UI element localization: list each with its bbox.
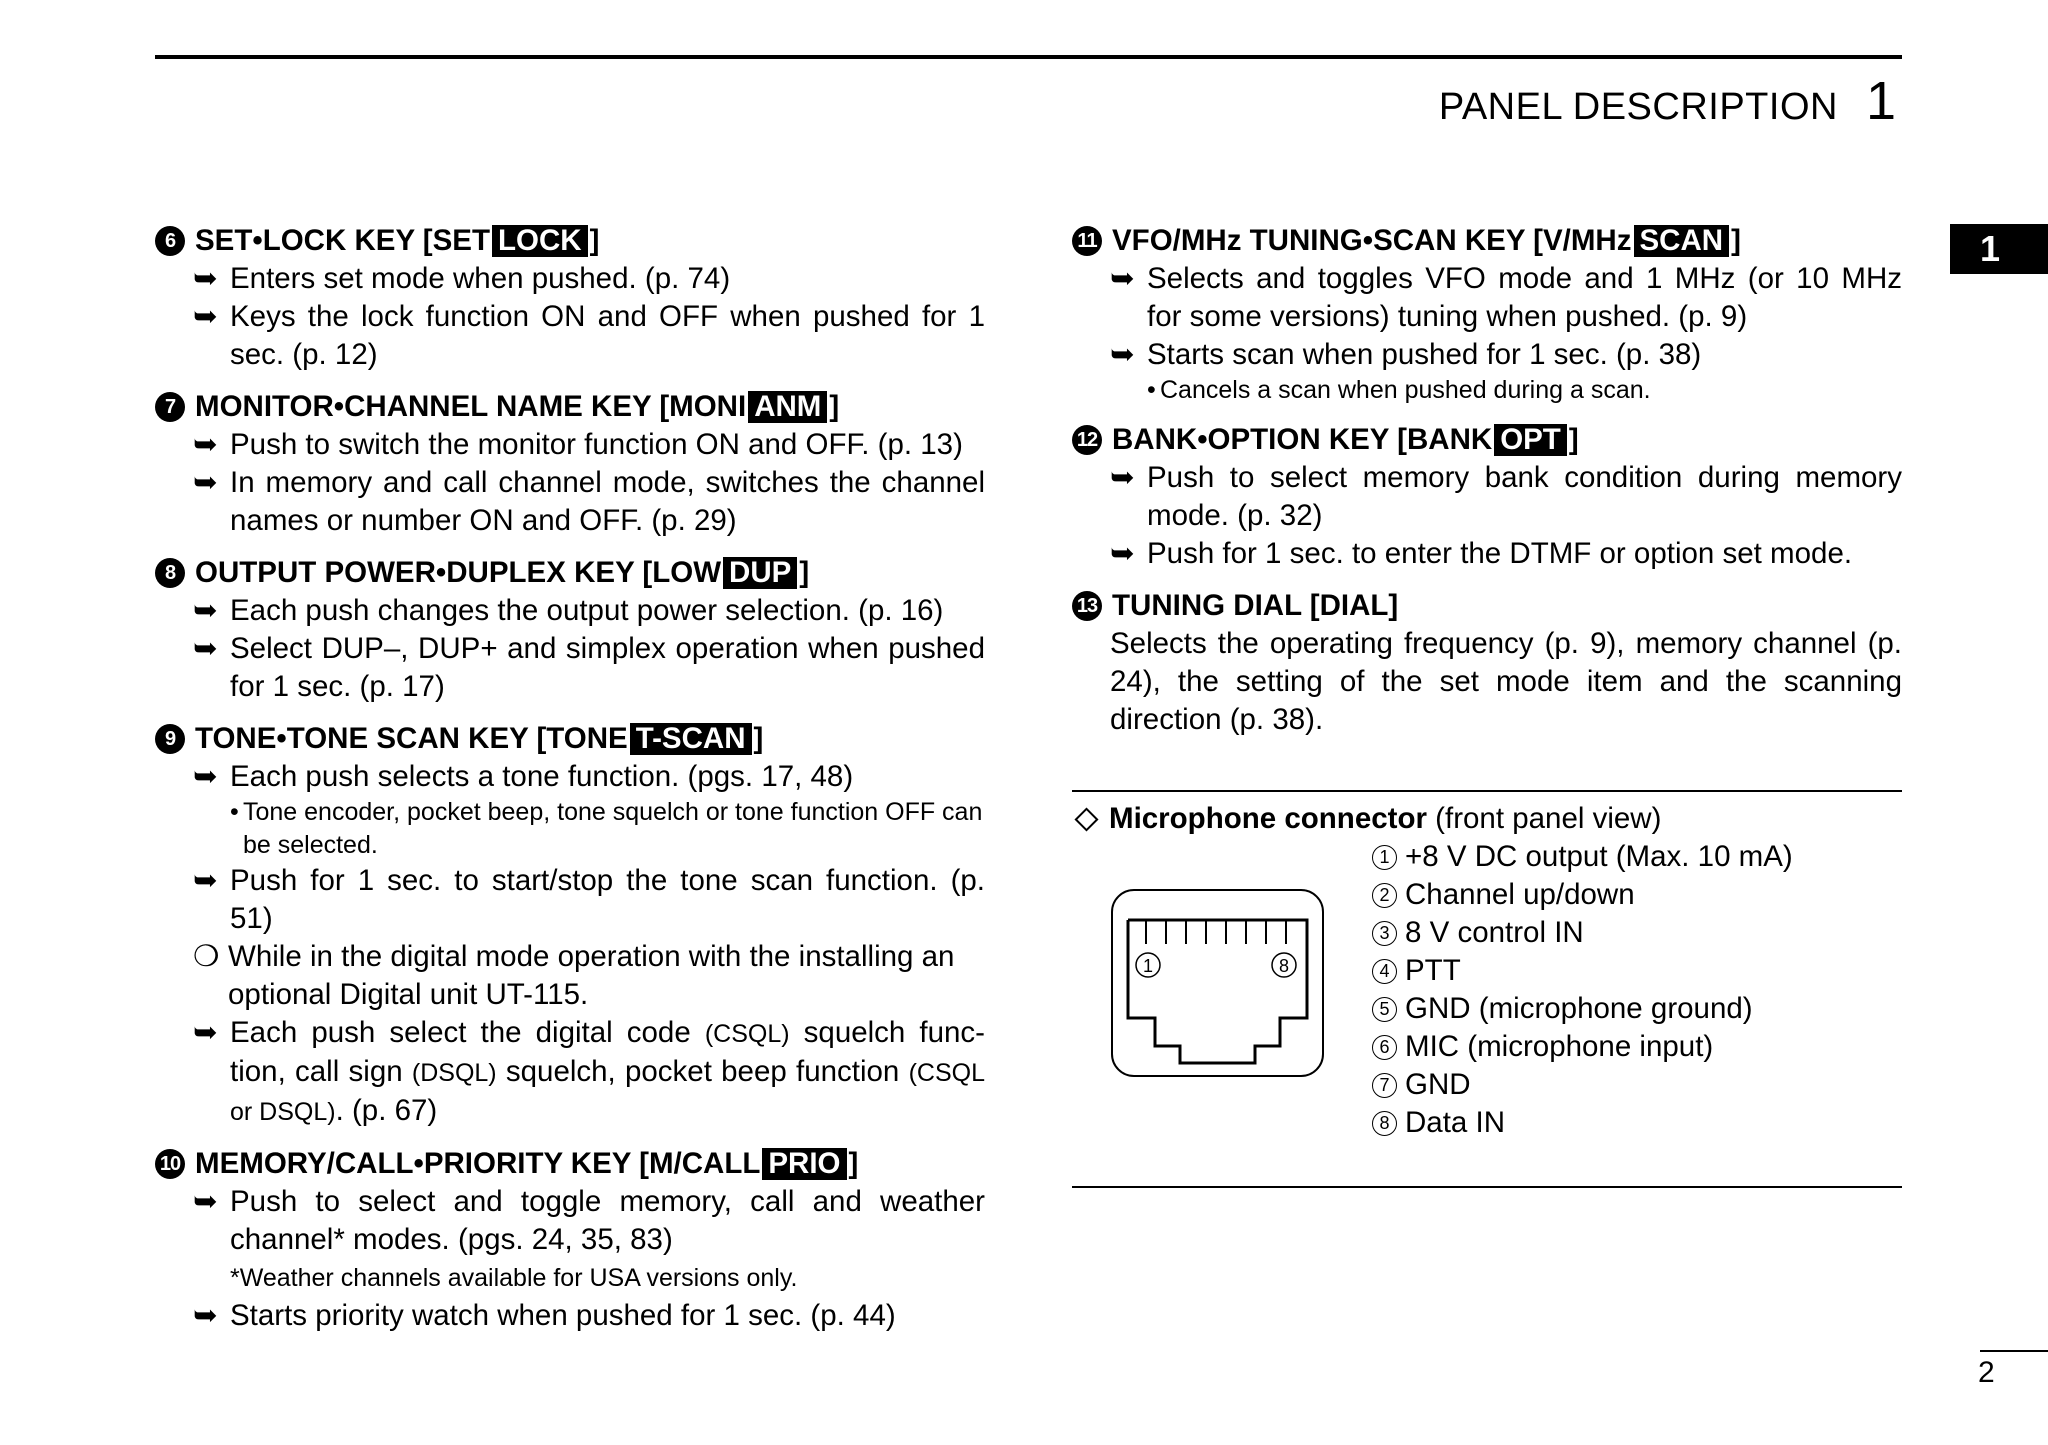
list-item-text: Each push selects a tone function. (pgs. 17, 48): [230, 760, 854, 793]
connector-housing: [1112, 890, 1323, 1076]
pin-item: [1372, 1028, 1793, 1066]
list-item-text: Push for 1 sec. to enter the DTMF or option set mode.: [1147, 537, 1853, 570]
list-item: [1072, 535, 1902, 573]
bullet-dot-icon: •: [230, 798, 239, 826]
section-heading: [1072, 587, 1902, 625]
code-csql: (CSQL): [704, 1020, 790, 1048]
pin-number: 3: [1372, 921, 1397, 946]
list-item-text: Push for 1 sec. to start/stop the tone scan function. (p. 51): [230, 864, 985, 935]
arrow-icon: ➥: [193, 760, 218, 793]
arrow-icon: ➥: [193, 1185, 218, 1218]
section-set-lock-key: [155, 222, 985, 374]
section-output-power-key: [155, 554, 985, 706]
code-dsql: (DSQL): [411, 1059, 497, 1087]
key-label: DUP: [723, 557, 797, 589]
pin-number: 8: [1372, 1111, 1397, 1136]
connector-socket-outline: [1128, 920, 1307, 1063]
arrow-icon: ➥: [1110, 338, 1135, 371]
section-memory-call-key: [155, 1145, 985, 1335]
list-item-text: Starts scan when pushed for 1 sec. (p. 38): [1147, 338, 1702, 371]
arrow-icon: ➥: [1110, 461, 1135, 494]
key-label: SCAN: [1634, 225, 1730, 257]
pin-number: 6: [1372, 1035, 1397, 1060]
list-item: [155, 1183, 985, 1259]
divider: [1072, 1186, 1902, 1188]
number-badge: 7: [155, 392, 185, 422]
number-badge: 11: [1072, 226, 1102, 256]
number-badge: 12: [1072, 425, 1102, 455]
section-vfo-key: [1072, 222, 1902, 407]
mic-body: [1072, 838, 1902, 1176]
list-item: [155, 1297, 985, 1335]
page-number: 2: [1978, 1356, 1995, 1389]
pin-marker-left-label: 1: [1142, 956, 1154, 976]
pin-item: [1372, 914, 1793, 952]
heading-text: SET•LOCK KEY [SET: [195, 224, 490, 257]
heading-close: ]: [848, 1147, 859, 1180]
pin-number: 4: [1372, 959, 1397, 984]
arrow-icon: ➥: [193, 1299, 218, 1332]
list-item-text: In memory and call channel mode, switches the channel names or number ON and OFF. (p. 29): [230, 466, 985, 537]
chapter-number: 1: [1865, 71, 1896, 131]
pin-label: Data IN: [1405, 1106, 1506, 1139]
chapter-tab: 1: [1950, 224, 2048, 274]
list-item-text: Starts priority watch when pushed for 1 sec. (p. 44): [230, 1299, 896, 1332]
connector-diagram: [1110, 888, 1325, 1078]
pin-label: GND: [1405, 1068, 1471, 1101]
arrow-icon: ➥: [193, 632, 218, 665]
heading-close: ]: [1568, 423, 1579, 456]
list-item: [155, 426, 985, 464]
arrow-icon: ➥: [193, 262, 218, 295]
list-item-text: . (p. 67): [335, 1094, 438, 1127]
list-item: [155, 298, 985, 374]
sub-note-text: Cancels a scan when pushed during a scan.: [1160, 376, 1651, 404]
list-item: [155, 1014, 985, 1131]
page-number-rule: [1980, 1350, 2048, 1352]
heading-close: ]: [589, 224, 600, 257]
list-item-text: squelch, pocket beep function: [505, 1055, 900, 1088]
list-item: [1072, 336, 1902, 374]
list-item-text: Push to select memory bank condition during memory mode. (p. 32): [1147, 461, 1902, 532]
heading-close: ]: [829, 390, 840, 423]
section-heading: [1072, 421, 1902, 459]
heading-text: OUTPUT POWER•DUPLEX KEY [LOW: [195, 556, 722, 589]
key-label: OPT: [1494, 424, 1567, 456]
arrow-icon: ➥: [193, 300, 218, 333]
pin-marker-right-label: 8: [1278, 956, 1290, 976]
arrow-icon: ➥: [193, 864, 218, 897]
section-heading: [155, 1145, 985, 1183]
sub-note-text: Tone encoder, pocket beep, tone squelch or tone function OFF can be selected.: [243, 798, 983, 859]
list-item-text: Selects and toggles VFO mode and 1 MHz (or 10 MHz for some versions) tuning when pushed. (p. 9): [1147, 262, 1902, 333]
list-item: [155, 630, 985, 706]
list-item-text: Push to switch the monitor function ON and OFF. (p. 13): [230, 428, 963, 461]
microphone-connector-box: [1072, 790, 1902, 1188]
key-label: ANM: [748, 391, 827, 423]
heading-text: VFO/MHz TUNING•SCAN KEY [V/MHz: [1112, 224, 1632, 257]
heading-text: MONITOR•CHANNEL NAME KEY [MONI: [195, 390, 747, 423]
digital-note-text: While in the digital mode operation with the installing an optional Digital unit UT-115.: [228, 940, 955, 1011]
mic-title: Microphone connector: [1109, 802, 1427, 835]
list-item: [1072, 260, 1902, 336]
heading-text: MEMORY/CALL•PRIORITY KEY [M/CALL: [195, 1147, 761, 1180]
key-label: LOCK: [492, 225, 588, 257]
number-badge: 6: [155, 226, 185, 256]
list-item: [1072, 459, 1902, 535]
left-column: [155, 222, 985, 1349]
pin-item: [1372, 990, 1793, 1028]
list-item-text: Select DUP–, DUP+ and simplex operation when pushed for 1 sec. (p. 17): [230, 632, 985, 703]
right-column: [1072, 222, 1902, 753]
page-header: [1439, 70, 1896, 132]
list-item: [155, 758, 985, 796]
list-item-text: Enters set mode when pushed. (p. 74): [230, 262, 731, 295]
pin-number: 5: [1372, 997, 1397, 1022]
pin-list: [1372, 838, 1793, 1142]
section-heading: [1072, 222, 1902, 260]
section-tone-key: [155, 720, 985, 1131]
open-circle-icon: ❍: [193, 940, 220, 973]
list-item: [155, 464, 985, 540]
paragraph: Selects the operating frequency (p. 9), memory channel (p. 24), the setting of the set mode item and the scanning direction (p. 38).: [1110, 627, 1902, 736]
arrow-icon: ➥: [193, 428, 218, 461]
heading-close: ]: [1731, 224, 1741, 257]
heading-close: ]: [753, 722, 764, 755]
list-item-text: Keys the lock function ON and OFF when pushed for 1 sec. (p. 12): [230, 300, 985, 371]
arrow-icon: ➥: [193, 1016, 218, 1049]
pin-label: MIC (microphone input): [1405, 1030, 1714, 1063]
section-heading: [155, 720, 985, 758]
pin-item: [1372, 1104, 1793, 1142]
arrow-icon: ➥: [193, 466, 218, 499]
list-item: [155, 592, 985, 630]
pin-number: 2: [1372, 883, 1397, 908]
digital-note: [155, 938, 985, 1014]
pin-number: 7: [1372, 1073, 1397, 1098]
list-item: [155, 260, 985, 298]
pin-item: [1372, 876, 1793, 914]
pin-item: [1372, 952, 1793, 990]
pin-item: [1372, 1066, 1793, 1104]
sub-note: [1072, 374, 1902, 407]
list-item-text: Each push select the digital code: [230, 1016, 691, 1049]
code-csql-dsql: (CSQL or DSQL): [230, 1059, 985, 1126]
diamond-icon: [1074, 807, 1098, 831]
top-rule: [155, 55, 1902, 59]
arrow-icon: ➥: [193, 594, 218, 627]
pin-label: PTT: [1405, 954, 1461, 987]
list-item: [155, 862, 985, 938]
pin-label: 8 V control IN: [1405, 916, 1584, 949]
section-heading: [155, 388, 985, 426]
section-monitor-key: [155, 388, 985, 540]
arrow-icon: ➥: [1110, 537, 1135, 570]
section-bank-key: [1072, 421, 1902, 573]
footnote: [155, 1259, 985, 1297]
number-badge: 9: [155, 724, 185, 754]
pin-label: +8 V DC output (Max. 10 mA): [1405, 840, 1793, 873]
number-badge: 13: [1072, 591, 1102, 621]
pin-label: GND (microphone ground): [1405, 992, 1753, 1025]
mic-subtitle: (front panel view): [1435, 802, 1662, 835]
number-badge: 8: [155, 558, 185, 588]
sub-note: [155, 796, 985, 862]
key-label: PRIO: [762, 1148, 846, 1180]
footnote-text: *Weather channels available for USA versions only.: [230, 1264, 798, 1292]
heading-text: TONE•TONE SCAN KEY [TONE: [195, 722, 628, 755]
list-item-text: squelch func-tion, call sign: [230, 1016, 985, 1088]
key-label: T-SCAN: [630, 723, 752, 755]
bullet-dot-icon: •: [1147, 376, 1156, 404]
list-item-text: Push to select and toggle memory, call and weather channel* modes. (pgs. 24, 35, 83): [230, 1185, 985, 1256]
list-item-text: Each push changes the output power selection. (p. 16): [230, 594, 944, 627]
heading-text: TUNING DIAL [DIAL]: [1112, 589, 1399, 622]
number-badge: 10: [155, 1149, 185, 1179]
mic-heading: [1072, 792, 1902, 838]
heading-text: BANK•OPTION KEY [BANK: [1112, 423, 1493, 456]
connector-pins: [1146, 920, 1286, 944]
pin-label: Channel up/down: [1405, 878, 1635, 911]
heading-close: ]: [799, 556, 810, 589]
section-heading: [155, 554, 985, 592]
section-title: PANEL DESCRIPTION: [1438, 86, 1838, 128]
pin-item: [1372, 838, 1793, 876]
section-tuning-dial: [1072, 587, 1902, 739]
arrow-icon: ➥: [1110, 262, 1135, 295]
section-heading: [155, 222, 985, 260]
pin-number: 1: [1372, 845, 1397, 870]
